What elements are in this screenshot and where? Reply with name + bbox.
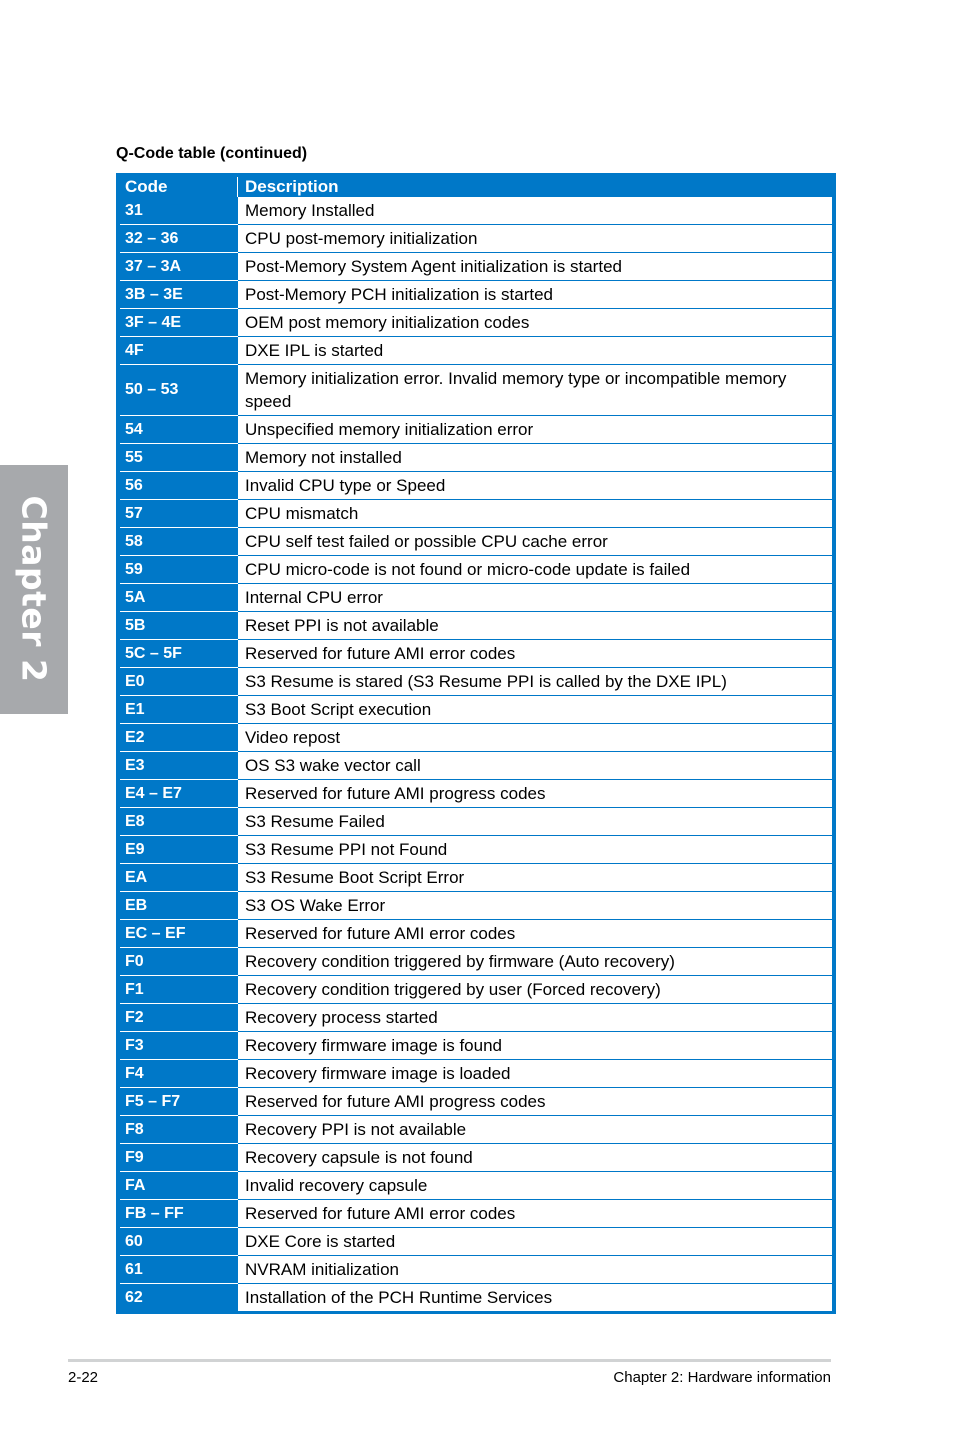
header-description: Description [245,177,339,196]
description-cell: Recovery firmware image is loaded [238,1060,832,1088]
description-cell: CPU post-memory initialization [238,225,832,253]
qcode-cell: 54 [120,416,238,444]
table-row [120,1284,832,1311]
description-cell: S3 Resume PPI not Found [238,836,832,864]
chapter-tab-label: Chapter 2 [14,495,54,683]
description-cell: Recovery condition triggered by firmware (Auto recovery) [238,948,832,976]
qcode-cell: 59 [120,556,238,584]
qcode-cell: E2 [120,724,238,752]
description-cell: CPU self test failed or possible CPU cache error [238,528,832,556]
description-cell: Reserved for future AMI progress codes [238,1088,832,1116]
qcode-cell: 31 [120,197,238,225]
qcode-cell: F3 [120,1032,238,1060]
qcode-cell: E0 [120,668,238,696]
table-row [120,309,832,337]
description-cell: OEM post memory initialization codes [238,309,832,337]
table-row [120,696,832,724]
table-row [120,1172,832,1200]
qcode-cell: 58 [120,528,238,556]
qcode-cell: 3B – 3E [120,281,238,309]
qcode-table [116,173,836,1314]
description-cell: Recovery firmware image is found [238,1032,832,1060]
table-row [120,1004,832,1032]
table-row [120,892,832,920]
qcode-cell: F0 [120,948,238,976]
qcode-cell: F5 – F7 [120,1088,238,1116]
table-row [120,808,832,836]
description-cell: Post-Memory PCH initialization is started [238,281,832,309]
description-cell: Invalid recovery capsule [238,1172,832,1200]
description-cell: DXE Core is started [238,1228,832,1256]
qcode-cell: FA [120,1172,238,1200]
description-cell: OS S3 wake vector call [238,752,832,780]
header-code: Code [120,177,238,197]
table-row [120,1032,832,1060]
qcode-cell: E8 [120,808,238,836]
description-cell: Internal CPU error [238,584,832,612]
description-cell: Recovery capsule is not found [238,1144,832,1172]
table-row [120,584,832,612]
qcode-cell: 56 [120,472,238,500]
table-row [120,1256,832,1284]
description-cell: S3 Resume is stared (S3 Resume PPI is called by the DXE IPL) [238,668,832,696]
table-header-row [120,177,832,197]
description-cell: Recovery process started [238,1004,832,1032]
chapter-side-tab [0,465,68,714]
qcode-cell: 50 – 53 [120,365,238,416]
table-row [120,444,832,472]
qcode-cell: 5A [120,584,238,612]
description-cell: Recovery PPI is not available [238,1116,832,1144]
table-row [120,1200,832,1228]
qcode-cell: 32 – 36 [120,225,238,253]
table-row [120,416,832,444]
description-cell: Invalid CPU type or Speed [238,472,832,500]
qcode-cell: E9 [120,836,238,864]
table-row [120,864,832,892]
description-cell: Post-Memory System Agent initialization is started [238,253,832,281]
page-number: 2-22 [68,1369,99,1386]
table-body [120,197,832,1311]
footer-divider [68,1359,831,1362]
description-cell: CPU mismatch [238,500,832,528]
description-cell: S3 Boot Script execution [238,696,832,724]
table-row [120,197,832,225]
description-cell: Installation of the PCH Runtime Services [238,1284,832,1311]
table-row [120,225,832,253]
table-row [120,253,832,281]
qcode-cell: EC – EF [120,920,238,948]
qcode-cell: F4 [120,1060,238,1088]
qcode-cell: F2 [120,1004,238,1032]
qcode-cell: 3F – 4E [120,309,238,337]
table-row [120,1228,832,1256]
table-row [120,976,832,1004]
table-row [120,528,832,556]
table-row [120,948,832,976]
table-row [120,1060,832,1088]
qcode-cell: F1 [120,976,238,1004]
description-cell: Reserved for future AMI error codes [238,920,832,948]
description-cell: S3 OS Wake Error [238,892,832,920]
description-cell: Memory Installed [238,197,832,225]
qcode-cell: FB – FF [120,1200,238,1228]
table-row [120,281,832,309]
table-row [120,920,832,948]
description-cell: Reserved for future AMI progress codes [238,780,832,808]
qcode-cell: F9 [120,1144,238,1172]
table-row [120,500,832,528]
table-row [120,724,832,752]
table-title: Q-Code table (continued) [116,145,308,162]
table-row [120,640,832,668]
description-cell: Recovery condition triggered by user (Forced recovery) [238,976,832,1004]
qcode-cell: 60 [120,1228,238,1256]
qcode-cell: 5C – 5F [120,640,238,668]
table-row [120,1144,832,1172]
table-row [120,668,832,696]
description-cell: DXE IPL is started [238,337,832,365]
table-row [120,1116,832,1144]
qcode-cell: EB [120,892,238,920]
description-cell: Reserved for future AMI error codes [238,640,832,668]
qcode-cell: 62 [125,1288,143,1306]
qcode-cell: 4F [120,337,238,365]
description-cell: Memory not installed [238,444,832,472]
description-cell: Video repost [238,724,832,752]
qcode-cell: 55 [120,444,238,472]
table-row [120,556,832,584]
description-cell: Memory initialization error. Invalid memory type or incompatible memory speed [238,365,832,416]
description-cell: NVRAM initialization [238,1256,832,1284]
table-row [120,365,832,416]
qcode-cell: EA [120,864,238,892]
description-cell: Reserved for future AMI error codes [238,1200,832,1228]
qcode-cell: 61 [120,1256,238,1284]
qcode-cell: 5B [120,612,238,640]
description-cell: S3 Resume Failed [238,808,832,836]
description-cell: Unspecified memory initialization error [238,416,832,444]
description-cell: S3 Resume Boot Script Error [238,864,832,892]
qcode-cell: 57 [120,500,238,528]
table-row [120,1088,832,1116]
qcode-cell: E3 [120,752,238,780]
table-row [120,780,832,808]
table-row [120,836,832,864]
qcode-cell: 37 – 3A [120,253,238,281]
description-cell: Reset PPI is not available [238,612,832,640]
footer-chapter-title: Chapter 2: Hardware information [613,1369,831,1386]
qcode-cell: E1 [120,696,238,724]
description-cell: CPU micro-code is not found or micro-code update is failed [238,556,832,584]
table-row [120,337,832,365]
qcode-cell: F8 [120,1116,238,1144]
table-row [120,472,832,500]
qcode-cell: E4 – E7 [120,780,238,808]
table-row [120,612,832,640]
table-row [120,752,832,780]
